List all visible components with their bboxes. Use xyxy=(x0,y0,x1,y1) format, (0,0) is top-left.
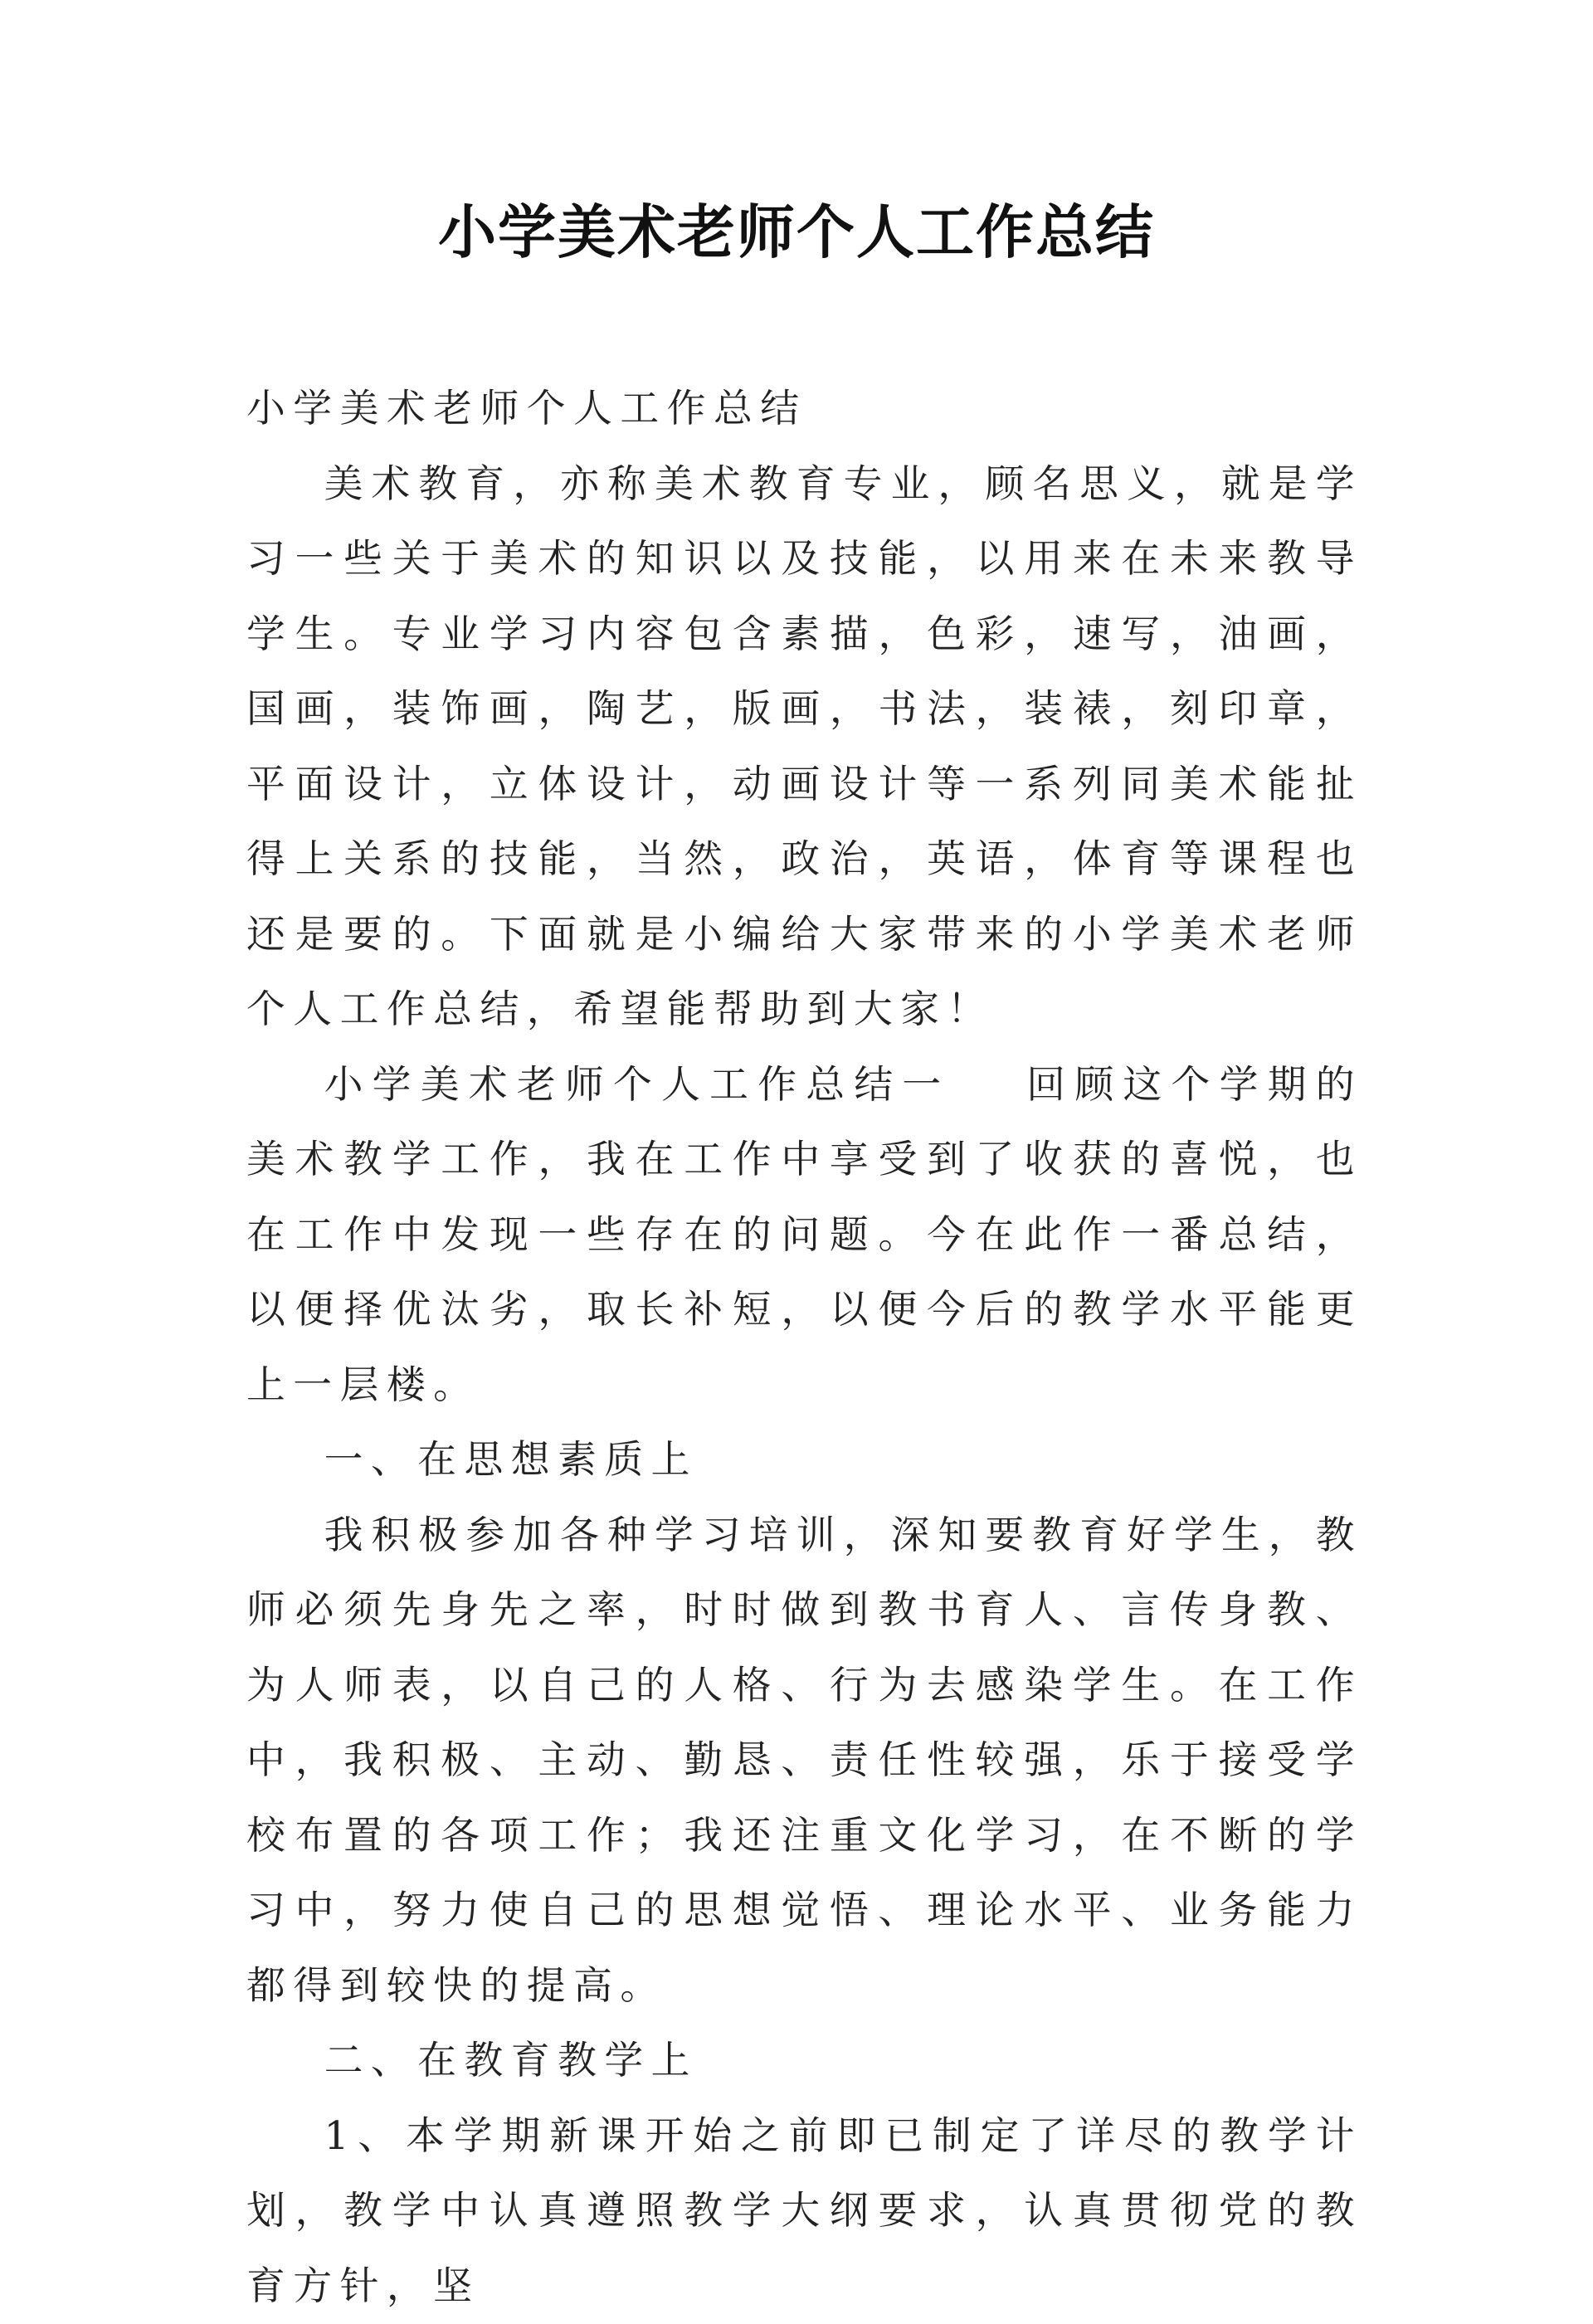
thought-quality-paragraph: 我积极参加各种学习培训，深知要教育好学生，教师必须先身先之率，时时做到教书育人、言传身教、为人师表，以自己的人格、行为去感染学生。在工作中，我积极、主动、勤恳、责任性较强，乐于接受学校布置的各项工作；我还注重文化学习，在不断的学习中，努力使自己的思想觉悟、理论水平、业务能力都得到较快的提高。 xyxy=(246,1498,1362,2024)
document-title: 小学美术老师个人工作总结 xyxy=(0,195,1593,270)
document-body xyxy=(246,372,1362,2324)
section-one-label: 小学美术老师个人工作总结一 xyxy=(324,1063,951,1108)
heading-thought-quality: 一、在思想素质上 xyxy=(246,1423,1362,1498)
teaching-paragraph: 1、本学期新课开始之前即已制定了详尽的教学计划，教学中认真遵照教学大纲要求，认真贯彻党的教育方针，坚 xyxy=(246,2099,1362,2324)
section-one-text: 回顾这个学期的美术教学工作，我在工作中享受到了收获的喜悦，也在工作中发现一些存在的问题。今在此作一番总结，以便择优汰劣，取长补短，以便今后的教学水平能更上一层楼。 xyxy=(246,1063,1362,1408)
section-one-paragraph xyxy=(246,1048,1362,1424)
intro-paragraph: 美术教育，亦称美术教育专业，顾名思义，就是学习一些关于美术的知识以及技能，以用来在未来教导学生。专业学习内容包含素描，色彩，速写，油画，国画，装饰画，陶艺，版画，书法，装裱，刻印章，平面设计，立体设计，动画设计等一系列同美术能扯得上关系的技能，当然，政治，英语，体育等课程也还是要的。下面就是小编给大家带来的小学美术老师个人工作总结，希望能帮助到大家！ xyxy=(246,447,1362,1048)
subtitle-line: 小学美术老师个人工作总结 xyxy=(246,372,1362,447)
heading-teaching: 二、在教育教学上 xyxy=(246,2024,1362,2099)
